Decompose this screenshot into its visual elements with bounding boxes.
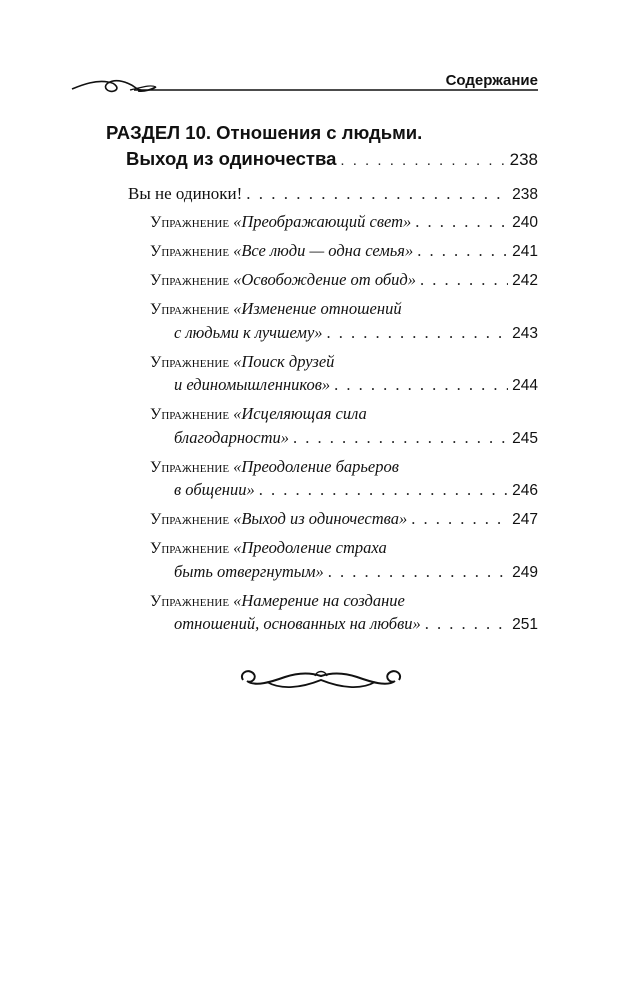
dot-leader (425, 613, 508, 636)
exercise-title: «Изменение отношений (233, 299, 402, 318)
exercise-page-number: 247 (512, 511, 538, 528)
exercise-title: «Преодоление страха (233, 538, 387, 557)
exercise-prefix: Упражнение (150, 214, 230, 231)
chapter-entry (128, 183, 538, 206)
exercise-title: «Преображающий свет» (233, 212, 412, 231)
exercise-row (150, 403, 538, 427)
exercise-row (150, 590, 538, 614)
exercise-prefix: Упражнение (150, 592, 230, 610)
exercise-entry (150, 211, 538, 235)
dot-leader (246, 183, 508, 205)
exercise-title: «Исцеляющая сила (233, 404, 367, 423)
exercise-prefix: Упражнение (150, 243, 230, 260)
exercise-title-continued: и единомышленников» (174, 375, 331, 394)
exercise-prefix: Упражнение (150, 540, 230, 557)
exercise-entry (150, 590, 538, 637)
exercise-entry (150, 269, 538, 293)
dot-leader (327, 322, 509, 345)
exercise-title: «Преодоление барьеров (233, 456, 399, 476)
dot-leader (259, 479, 508, 502)
exercise-row-continued (150, 561, 538, 585)
exercise-title: «Намерение на создание (233, 590, 405, 610)
section-heading (106, 120, 538, 174)
exercise-row (150, 240, 538, 264)
exercise-row (150, 351, 538, 375)
exercise-row-continued (150, 427, 538, 451)
exercise-prefix: Упражнение (150, 406, 230, 423)
dot-leader (293, 427, 508, 450)
exercise-row-continued (150, 479, 538, 503)
flourish-ornament-icon (237, 660, 407, 696)
exercise-title: «Все люди — одна семья» (233, 241, 414, 260)
exercise-prefix: Упражнение (150, 301, 230, 318)
exercise-row (150, 269, 538, 293)
exercise-prefix: Упражнение (150, 458, 230, 476)
exercise-row (150, 508, 538, 532)
section-title-row (106, 146, 538, 174)
exercise-prefix: Упражнение (150, 272, 230, 289)
section-page-number: 238 (509, 150, 538, 169)
exercise-row (150, 298, 538, 322)
exercise-entry (150, 240, 538, 264)
exercise-entry (150, 508, 538, 532)
exercise-page-number: 249 (512, 563, 538, 581)
exercise-page-number: 245 (512, 429, 538, 447)
exercise-entry (150, 351, 538, 398)
dot-leader (411, 508, 508, 531)
exercise-entry (150, 537, 538, 584)
exercise-entry (150, 403, 538, 450)
exercise-entry (150, 298, 538, 345)
exercise-prefix: Упражнение (150, 511, 230, 528)
exercise-title-continued: с людьми к лучшему» (174, 322, 323, 342)
exercise-title-continued: быть отвергнутым» (174, 561, 324, 581)
exercise-row-continued (150, 374, 538, 398)
exercise-title-continued: в общении» (174, 480, 255, 499)
dot-leader (417, 240, 508, 263)
exercise-list (150, 211, 538, 642)
section-title-line1: РАЗДЕЛ 10. Отношения с людьми. (106, 122, 423, 143)
exercise-row-continued (150, 613, 538, 637)
exercise-page-number: 242 (512, 272, 538, 289)
exercise-page-number: 240 (512, 214, 538, 231)
exercise-title: «Выход из одиночества» (233, 509, 408, 528)
exercise-page-number: 246 (512, 482, 538, 499)
section-title-line2: Выход из одиночества (126, 148, 337, 169)
exercise-page-number: 251 (512, 616, 538, 633)
exercise-prefix: Упражнение (150, 353, 230, 371)
exercise-page-number: 243 (512, 324, 538, 342)
exercise-page-number: 244 (512, 377, 538, 394)
exercise-title-continued: отношений, основанных на любви» (174, 614, 421, 633)
exercise-row (150, 456, 538, 480)
exercise-row-continued (150, 322, 538, 346)
dot-leader (340, 148, 505, 174)
exercise-entry (150, 456, 538, 503)
exercise-row (150, 211, 538, 235)
exercise-title-continued: благодарности» (174, 427, 290, 447)
dot-leader (328, 561, 508, 584)
running-title: Содержание (445, 72, 538, 89)
dot-leader (415, 211, 508, 234)
chapter-page-number: 238 (512, 186, 538, 203)
exercise-row (150, 537, 538, 561)
dot-leader (420, 269, 508, 292)
exercise-title: «Освобождение от обид» (233, 270, 417, 289)
exercise-page-number: 241 (512, 243, 538, 260)
exercise-title: «Поиск друзей (233, 351, 335, 371)
chapter-title: Вы не одиноки! (128, 184, 243, 203)
dot-leader (334, 374, 508, 397)
running-header (70, 68, 540, 98)
